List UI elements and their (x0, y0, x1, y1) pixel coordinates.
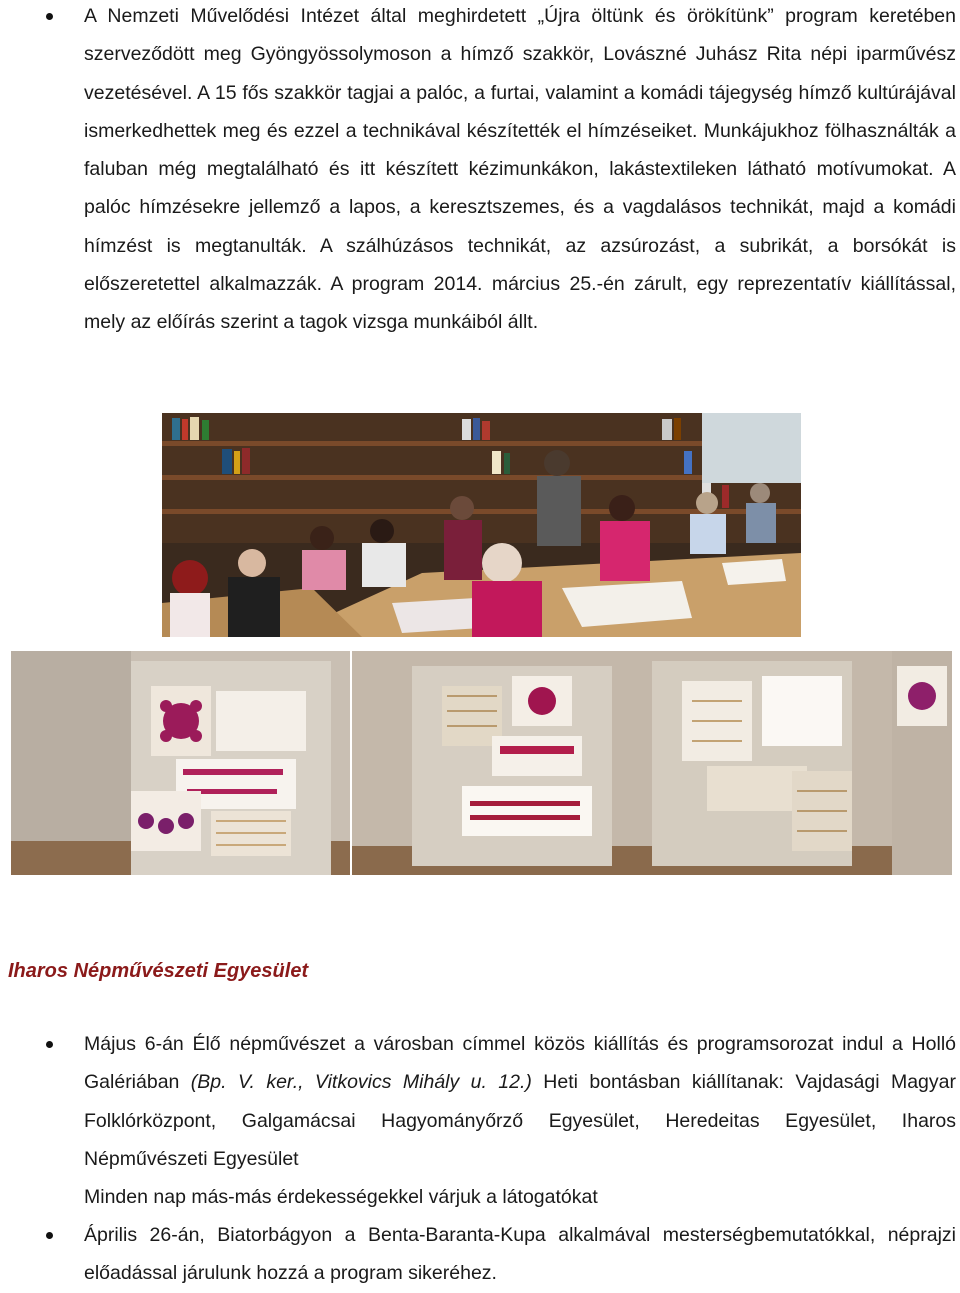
gallery-address: (Bp. V. ker., Vitkovics Mihály u. 12.) (190, 1071, 532, 1094)
section-heading: Iharos Népművészeti Egyesület (8, 960, 309, 982)
bullet-marker (46, 13, 53, 20)
exhibition-announcement (84, 1025, 956, 1178)
cup-event-text: Április 26-án, Biatorbágyon a Benta-Baranta-Kupa alkalmával mesterségbemutatókkal, néprajzi előadással járulunk hozzá a program sikeréhez. (84, 1224, 956, 1285)
workshop-paragraph-block (84, 0, 956, 342)
visitors-invite: Minden nap más-más érdekességekkel várjuk a látogatókat (84, 1186, 598, 1209)
exhibition-photo-right (352, 651, 952, 875)
bullet-marker (46, 1232, 53, 1239)
exhibition-announcement-block (84, 1025, 956, 1216)
workshop-paragraph: A Nemzeti Művelődési Intézet által meghirdetett „Újra öltünk és örökítünk” program keretében szerveződött meg Gyöngyössolymoson a hímző szakkör, Lovászné Juhász Rita népi iparművész vezetésével. A 15 fős szakkör tagjai a palóc, a furtai, valamint a komádi tájegység hímző kultúrájával ismerkedhettek meg és ezzel a technikával készítették el hímzéseiket. Munkájukhoz fölhasználták a faluban még megtalálható és itt készített kézimunkákon, lakástextileken látható motívumokat. A palóc hímzésekre jellemző a lapos, a keresztszemes, és a vagdalásos technikát, majd a komádi hímzést is megtanulták. A szálhúzásos technikát, az azsúrozást, a subrikát, a borsókát is előszeretettel alkalmazzák. A program 2014. március 25.-én zárult, egy reprezentatív kiállítással, mely az előírás szerint a tagok vizsga munkáiból állt. (84, 5, 956, 334)
cup-event-block (84, 1216, 956, 1293)
bullet-marker (46, 1041, 53, 1048)
workshop-photo (162, 413, 801, 637)
announcement-text: Május 6-án Élő népművészet a városban címmel közös kiállítás és programsorozat indul a Holló Galériában (84, 1033, 956, 1094)
exhibitors-text: Heti bontásban kiállítanak: Vajdasági Magyar Folklórközpont, Galgamácsai Hagyományőrző Egyesület, Heredeitas Egyesület, Iharos Népművészeti Egyesület (84, 1071, 956, 1170)
exhibition-photo-left (11, 651, 350, 875)
